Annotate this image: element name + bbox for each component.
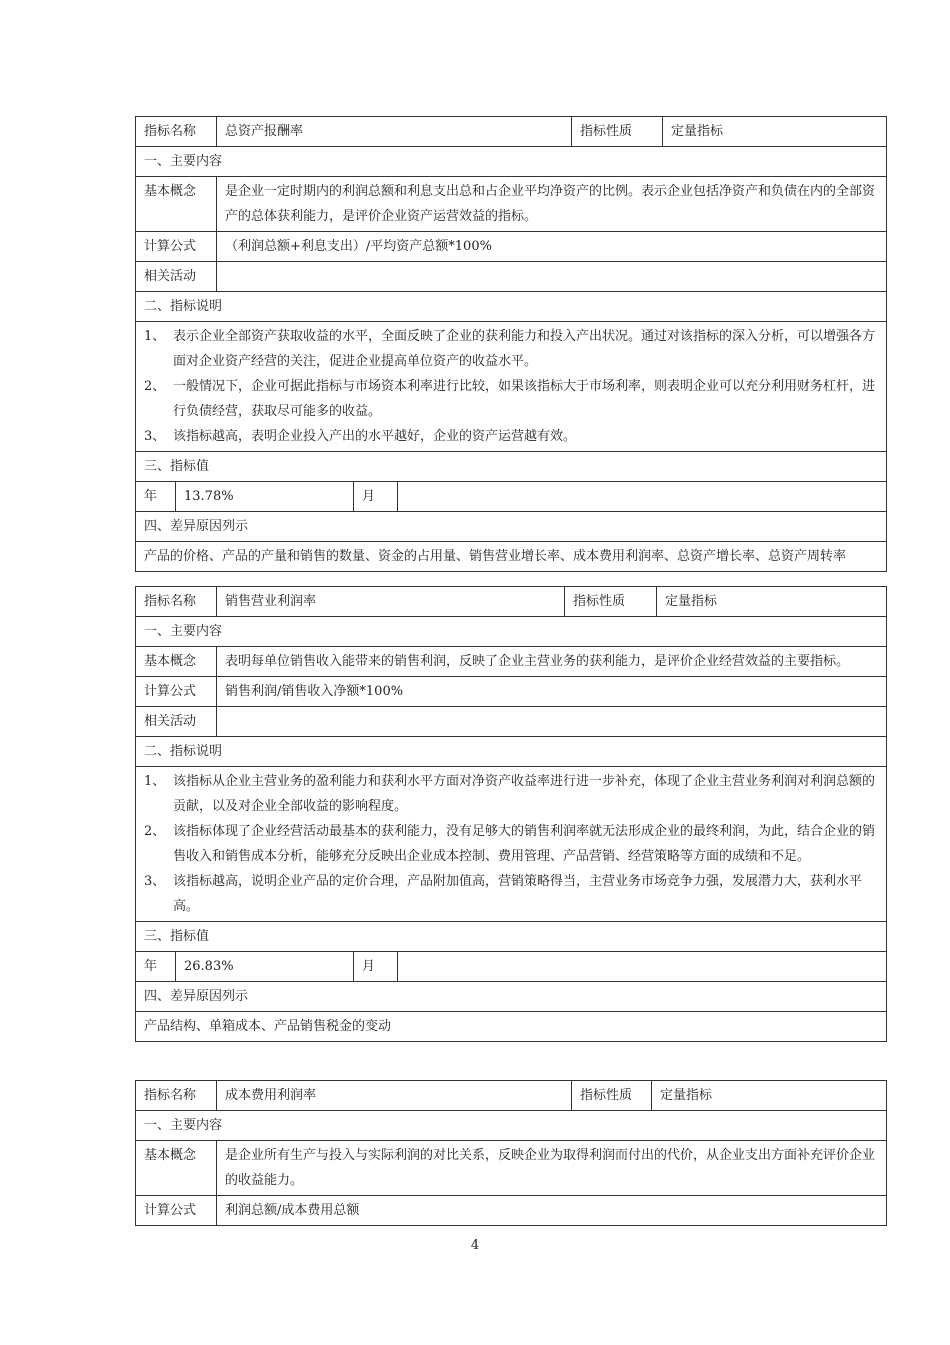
month-label: 月	[354, 952, 398, 981]
formula-text: 销售利润/销售收入净额*100%	[217, 677, 887, 707]
variance-reasons-text: 产品结构、单箱成本、产品销售税金的变动	[136, 1012, 887, 1042]
note-number: 2、	[144, 379, 166, 394]
indicator-table-cost-profit	[135, 1080, 887, 1226]
notes-cell	[136, 767, 887, 922]
note-text: 表示企业全部资产获取收益的水平，全面反映了企业的获利能力和投入产出状况。通过对该指标的深入分析，可以增强各方面对企业资产经营的关注，促进企业提高单位资产的收益水平。	[173, 329, 876, 369]
nature-value: 定量指标	[657, 587, 887, 617]
year-label: 年	[136, 952, 176, 982]
section-main-content: 一、主要内容	[136, 1111, 887, 1141]
section-variance-reasons: 四、差异原因列示	[136, 512, 887, 542]
month-value	[398, 482, 886, 511]
formula-label: 计算公式	[136, 1196, 217, 1226]
nature-label: 指标性质	[565, 587, 657, 617]
name-label: 指标名称	[136, 587, 217, 617]
formula-label: 计算公式	[136, 677, 217, 707]
activity-label: 相关活动	[136, 707, 217, 737]
activity-value	[217, 707, 887, 737]
note-text: 该指标越高，说明企业产品的定价合理，产品附加值高，营销策略得当，主营业务市场竞争力强，发展潜力大，获利水平高。	[173, 874, 863, 914]
section-value: 三、指标值	[136, 452, 887, 482]
note-number: 2、	[144, 824, 166, 839]
note-item	[144, 869, 878, 919]
name-label: 指标名称	[136, 117, 217, 147]
section-main-content: 一、主要内容	[136, 147, 887, 177]
note-item	[144, 374, 878, 424]
nature-value: 定量指标	[652, 1081, 887, 1111]
activity-value	[217, 262, 887, 292]
name-value: 总资产报酬率	[217, 117, 572, 147]
concept-label: 基本概念	[136, 177, 217, 232]
note-text: 该指标越高，表明企业投入产出的水平越好，企业的资产运营越有效。	[173, 429, 577, 444]
note-number: 1、	[144, 774, 166, 789]
notes-cell	[136, 322, 887, 452]
section-value: 三、指标值	[136, 922, 887, 952]
formula-label: 计算公式	[136, 232, 217, 262]
section-explanation: 二、指标说明	[136, 292, 887, 322]
note-number: 1、	[144, 329, 166, 344]
variance-reasons-text: 产品的价格、产品的产量和销售的数量、资金的占用量、销售营业增长率、成本费用利润率、总资产增长率、总资产周转率	[136, 542, 887, 572]
indicator-table-sales-margin	[135, 586, 887, 1042]
note-text: 该指标体现了企业经营活动最基本的获利能力，没有足够大的销售利润率就无法形成企业的最终利润，为此，结合企业的销售收入和销售成本分析，能够充分反映出企业成本控制、费用管理、产品营销、经营策略等方面的成绩和不足。	[173, 824, 876, 864]
concept-text: 表明每单位销售收入能带来的销售利润，反映了企业主营业务的获利能力，是评价企业经营效益的主要指标。	[217, 647, 887, 677]
section-explanation: 二、指标说明	[136, 737, 887, 767]
nature-value: 定量指标	[663, 117, 887, 147]
concept-text: 是企业所有生产与投入与实际利润的对比关系，反映企业为取得利润而付出的代价，从企业支出方面补充评价企业的收益能力。	[217, 1141, 887, 1196]
note-number: 3、	[144, 429, 166, 444]
section-variance-reasons: 四、差异原因列示	[136, 982, 887, 1012]
name-label: 指标名称	[136, 1081, 217, 1111]
year-label: 年	[136, 482, 176, 512]
note-text: 该指标从企业主营业务的盈利能力和获利水平方面对净资产收益率进行进一步补充，体现了企业主营业务利润对利润总额的贡献，以及对企业全部收益的影响程度。	[173, 774, 876, 814]
nature-label: 指标性质	[572, 1081, 652, 1111]
nature-label: 指标性质	[572, 117, 663, 147]
activity-label: 相关活动	[136, 262, 217, 292]
month-label: 月	[354, 482, 398, 511]
concept-label: 基本概念	[136, 1141, 217, 1196]
note-number: 3、	[144, 874, 166, 889]
year-value: 13.78%	[176, 482, 354, 512]
formula-text: 利润总额/成本费用总额	[217, 1196, 887, 1226]
page-number: 4	[470, 1238, 480, 1253]
note-item	[144, 424, 878, 449]
note-item	[144, 324, 878, 374]
indicator-table-roa	[135, 116, 887, 572]
note-item	[144, 769, 878, 819]
month-value	[398, 952, 886, 981]
concept-label: 基本概念	[136, 647, 217, 677]
name-value: 成本费用利润率	[217, 1081, 572, 1111]
name-value: 销售营业利润率	[217, 587, 565, 617]
note-text: 一般情况下，企业可据此指标与市场资本利率进行比较，如果该指标大于市场利率，则表明企业可以充分利用财务杠杆，进行负债经营，获取尽可能多的收益。	[173, 379, 876, 419]
section-main-content: 一、主要内容	[136, 617, 887, 647]
formula-text: （利润总额+利息支出）/平均资产总额*100%	[217, 232, 887, 262]
note-item	[144, 819, 878, 869]
year-value: 26.83%	[176, 952, 354, 982]
concept-text: 是企业一定时期内的利润总额和利息支出总和占企业平均净资产的比例。表示企业包括净资产和负债在内的全部资产的总体获利能力，是评价企业资产运营效益的指标。	[217, 177, 887, 232]
